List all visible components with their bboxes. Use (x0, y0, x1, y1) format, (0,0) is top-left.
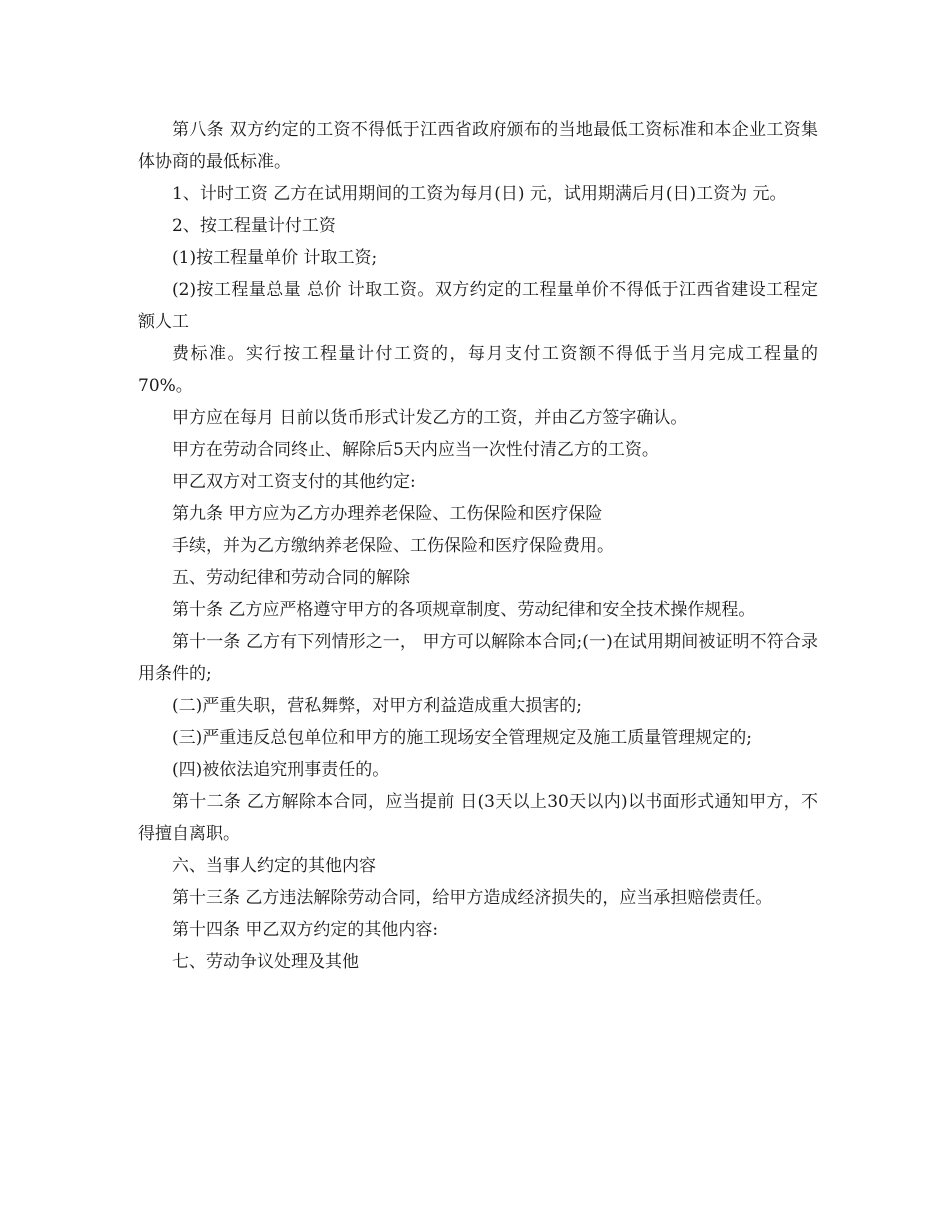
paragraph-clause-4: (四)被依法追究刑事责任的。 (172, 760, 390, 780)
section-heading-6: 六、当事人约定的其他内容 (172, 856, 376, 876)
paragraph-article-13: 第十三条 乙方违法解除劳动合同，给甲方造成经济损失的，应当承担赔偿责任。 (172, 888, 773, 908)
section-heading-7: 七、劳动争议处理及其他 (172, 952, 359, 972)
paragraph-article-14: 第十四条 甲乙双方约定的其他内容: (172, 920, 439, 940)
paragraph-final-payment: 甲方在劳动合同终止、解除后5天内应当一次性付清乙方的工资。 (172, 440, 659, 460)
paragraph-insurance-procedures: 手续，并为乙方缴纳养老保险、工伤保险和医疗保险费用。 (172, 536, 614, 556)
section-heading-5: 五、劳动纪律和劳动合同的解除 (172, 568, 410, 588)
paragraph-total-price: (2)按工程量总量 总价 计取工资。双方约定的工程量单价不得低于江西省建设工程定额人工 (138, 280, 818, 332)
paragraph-fee-standard: 费标准。实行按工程量计付工资的，每月支付工资额不得低于当月完成工程量的 70%。 (138, 344, 824, 396)
paragraph-monthly-payment: 甲方应在每月 日前以货币形式计发乙方的工资，并由乙方签字确认。 (172, 408, 688, 428)
paragraph-article-12: 第十二条 乙方解除本合同，应当提前 日(3天以上30天以内)以书面形式通知甲方，不得擅自离职。 (138, 792, 818, 844)
paragraph-piece-wage-heading: 2、按工程量计付工资 (172, 216, 336, 236)
paragraph-article-9: 第九条 甲方应为乙方办理养老保险、工伤保险和医疗保险 (172, 504, 603, 524)
paragraph-article-11: 第十一条 乙方有下列情形之一， 甲方可以解除本合同;(一)在试用期间被证明不符合录用条件的; (138, 632, 818, 684)
document-body (138, 114, 824, 978)
paragraph-article-10: 第十条 乙方应严格遵守甲方的各项规章制度、劳动纪律和安全技术操作规程。 (172, 600, 756, 620)
paragraph-unit-price: (1)按工程量单价 计取工资; (172, 248, 378, 268)
paragraph-other-wage-terms: 甲乙双方对工资支付的其他约定: (172, 472, 416, 492)
paragraph-clause-3: (三)严重违反总包单位和甲方的施工现场安全管理规定及施工质量管理规定的; (172, 728, 752, 748)
paragraph-clause-2: (二)严重失职，营私舞弊，对甲方利益造成重大损害的; (172, 696, 582, 716)
paragraph-time-wage: 1、计时工资 乙方在试用期间的工资为每月(日) 元，试用期满后月(日)工资为 元。 (172, 184, 787, 204)
paragraph-article-8: 第八条 双方约定的工资不得低于江西省政府颁布的当地最低工资标准和本企业工资集体协商的最低标准。 (138, 120, 818, 172)
